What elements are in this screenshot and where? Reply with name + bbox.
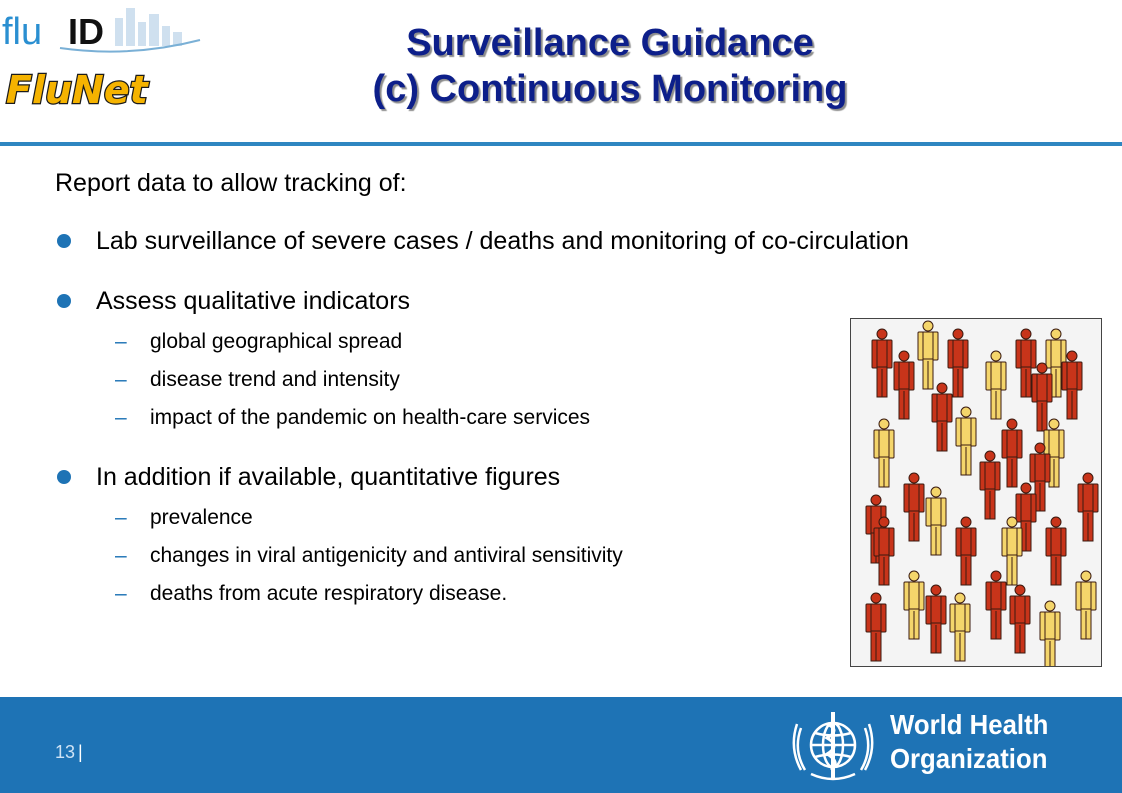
page-separator: |: [78, 742, 83, 762]
intro-text: Report data to allow tracking of:: [55, 169, 407, 197]
who-line-2: Organization: [890, 743, 1048, 774]
person-icon: [932, 383, 952, 451]
person-icon: [986, 351, 1006, 419]
sub-text: disease trend and intensity: [150, 368, 400, 391]
title-line-1: Surveillance Guidance: [406, 22, 814, 64]
dash-icon: –: [115, 582, 127, 605]
person-icon: [956, 407, 976, 475]
dash-icon: –: [115, 506, 127, 529]
page-number-value: 13: [55, 742, 76, 762]
person-icon: [950, 593, 970, 661]
who-wordmark: [890, 708, 1048, 776]
title-divider: [0, 142, 1122, 146]
bullet-text: Lab surveillance of severe cases / deaths and monitoring of co-circulation: [96, 227, 909, 255]
fluid-flu-text: flu: [2, 11, 43, 53]
person-icon: [1076, 571, 1096, 639]
sub-item: [55, 575, 835, 613]
person-icon: [1040, 601, 1060, 666]
person-icon: [986, 571, 1006, 639]
sub-list: [55, 323, 835, 437]
sub-text: prevalence: [150, 506, 253, 529]
person-icon: [980, 451, 1000, 519]
person-icon: [894, 351, 914, 419]
person-icon: [926, 487, 946, 555]
bullet-item: [55, 457, 835, 497]
people-illustration: [850, 318, 1102, 667]
sub-text: impact of the pandemic on health-care services: [150, 406, 591, 429]
sub-list: [55, 499, 835, 613]
fluid-flunet-logo: [0, 0, 215, 125]
bullet-icon: [57, 470, 71, 484]
who-line-1: World Health: [890, 709, 1049, 740]
bullet-item: [55, 221, 1066, 261]
title-line-2: (c) Continuous Monitoring: [372, 68, 848, 110]
dash-icon: –: [115, 406, 127, 429]
person-icon: [918, 321, 938, 389]
slide-content: [55, 165, 909, 633]
slide-title: [220, 20, 1000, 112]
people-crowd-image: [851, 319, 1101, 666]
person-icon: [956, 517, 976, 585]
bullet-text: In addition if available, quantitative figures: [96, 463, 561, 491]
person-icon: [904, 473, 924, 541]
fluid-id-text: ID: [68, 11, 104, 52]
sub-text: global geographical spread: [150, 330, 403, 353]
bullet-item: [55, 281, 835, 321]
person-icon: [866, 593, 886, 661]
sub-item: [55, 399, 835, 437]
person-icon: [1078, 473, 1098, 541]
person-icon: [872, 329, 892, 397]
person-icon: [904, 571, 924, 639]
sub-text: changes in viral antigenicity and antiviral sensitivity: [150, 544, 623, 567]
sub-item: [55, 361, 835, 399]
sub-item: [55, 323, 835, 361]
person-icon: [926, 585, 946, 653]
bullet-text: Assess qualitative indicators: [96, 287, 411, 315]
person-icon: [1002, 517, 1022, 585]
logo-area: [0, 0, 215, 125]
flunet-text: FluNet: [6, 68, 148, 112]
sub-item: [55, 499, 835, 537]
person-icon: [1032, 363, 1052, 431]
dash-icon: –: [115, 544, 127, 567]
bullet-icon: [57, 234, 71, 248]
person-icon: [1010, 585, 1030, 653]
sub-text: deaths from acute respiratory disease.: [150, 582, 508, 605]
person-icon: [1046, 517, 1066, 585]
dash-icon: –: [115, 368, 127, 391]
page-number: [55, 742, 83, 763]
sub-item: [55, 537, 835, 575]
bullet-icon: [57, 294, 71, 308]
person-icon: [1002, 419, 1022, 487]
person-icon: [874, 419, 894, 487]
person-icon: [948, 329, 968, 397]
dash-icon: –: [115, 330, 127, 353]
who-emblem-icon: [787, 700, 879, 790]
